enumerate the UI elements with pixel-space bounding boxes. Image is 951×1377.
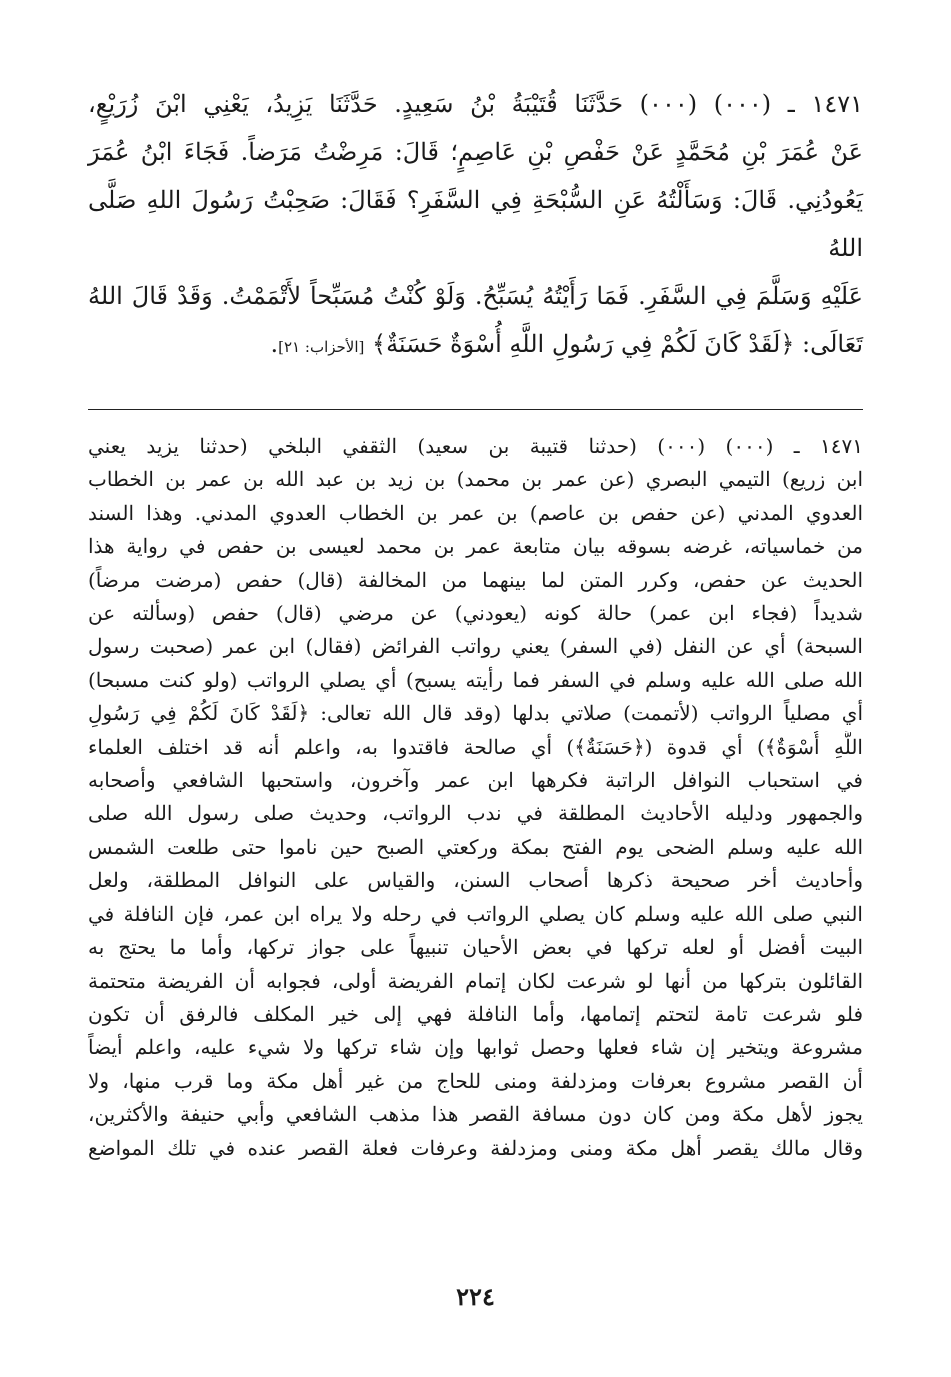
commentary-line: وقال مالك يقصر أهل مكة ومنى ومزدلفة وعرفات فعلة القصر عنده في تلك المواضع: [88, 1135, 863, 1160]
hadith-line: [88, 320, 863, 371]
commentary-line: ابن زريع) التيمي البصري (عن عمر بن محمد) بن زيد بن عبد الله بن عمر بن الخطاب: [88, 467, 863, 492]
hadith-text: [88, 80, 863, 371]
hadith-line: عَنْ عُمَرَ بْنِ مُحَمَّدٍ عَنْ حَفْصِ بْنِ عَاصِمٍ؛ قَالَ: مَرِضْتُ مَرَضاً. فَجَاءَ ابْنُ عُمَرَ: [88, 138, 863, 166]
commentary-line: اللَّهِ أُسْوَةٌ﴾) أي قدوة (﴿حَسَنَةٌ﴾) أي صالحة فاقتدوا به، واعلم أنه قد اختلف العلماء: [88, 734, 863, 759]
commentary-line: والجمهور ودليله الأحاديث المطلقة في ندب الرواتب، وحديث صلى رسول الله صلى: [88, 801, 863, 826]
hadith-line: يَعُودُنِي. قَالَ: وَسَأَلْتُهُ عَنِ السُّبْحَةِ فِي السَّفَرِ؟ فَقَالَ: صَحِبْتُ رَسُولَ اللهِ صَلَّى اللهُ: [88, 186, 863, 262]
commentary-line: مشروعة ويتخير إن شاء فعلها وحصل ثوابها وإن شاء تركها ولا شيء عليه، واعلم أيضاً: [88, 1035, 863, 1060]
commentary-line: العدوي المدني (عن حفص بن عاصم) بن عمر بن الخطاب العدوي المدني. وهذا السند: [88, 500, 863, 525]
quran-verse: تَعَالَى: ﴿لَقَدْ كَانَ لَكُمْ فِي رَسُولِ اللَّهِ أُسْوَةٌ حَسَنَةٌ﴾: [372, 330, 863, 358]
hadith-end: .: [270, 330, 279, 358]
verse-source: [الأحزاب: ٢١]: [278, 338, 365, 356]
commentary-line: من خماسياته، غرضه بسوقه بيان متابعة عمر بن محمد لعيسى بن حفص في رواية هذا: [88, 534, 863, 559]
commentary-line: الحديث عن حفص، وكرر المتن لما بينهما من المخالفة (قال) حفص (مرضت مرضاً): [88, 567, 863, 592]
commentary-line: النبي صلى الله عليه وسلم كان يصلي الرواتب في رحله ولا يراه ابن عمر، فإن النافلة في: [88, 901, 863, 926]
commentary-line: وأحاديث أخر صحيحة ذكرها أصحاب السنن، والقياس على النوافل المطلقة، ولعل: [88, 868, 863, 893]
commentary-line: البيت أفضل أو لعله تركها في بعض الأحيان تنبيهاً على جواز تركها، وأما ما يحتج به: [88, 935, 863, 960]
commentary-text: [88, 430, 863, 1165]
commentary-line: الله صلى الله عليه وسلم في السفر فما رأيته يسبح) أي يصلي الرواتب (ولو كنت مسبحا): [88, 667, 863, 692]
commentary-line: القائلون بتركها من أنها لو شرعت لكان إتمام الفريضة أولى، فجوابه أن الفريضة متحتمة: [88, 968, 863, 993]
commentary-line: يجوز لأهل مكة ومن كان دون مسافة القصر هذا مذهب الشافعي وأبي حنيفة والأكثرين،: [88, 1102, 863, 1127]
hadith-line: ١٤٧١ ـ (٠٠٠) (٠٠٠) حَدَّثَنَا قُتَيْبَةُ بْنُ سَعِيدٍ. حَدَّثَنَا يَزِيدُ، يَعْنِي ابْنَ زُرَيْعٍ،: [88, 90, 863, 118]
commentary-line: أن القصر مشروع بعرفات ومزدلفة ومنى للحاج من غير أهل مكة وما قرب منها، ولا: [88, 1068, 863, 1093]
commentary-line: السبحة) أي عن النفل (في السفر) يعني رواتب الفرائض (فقال) ابن عمر (صحبت رسول: [88, 634, 863, 659]
commentary-line: فلو شرعت تامة لتحتم إتمامها، وأما النافلة فهي إلى خير المكلف فالرفق أن تكون: [88, 1001, 863, 1026]
commentary-line: ١٤٧١ ـ (٠٠٠) (٠٠٠) (حدثنا قتيبة بن سعيد) الثقفي البلخي (حدثنا يزيد يعني: [88, 434, 863, 458]
commentary-line: شديداً (فجاء ابن عمر) حالة كونه (يعودني) عن مرضي (قال) حفص (وسألته عن: [88, 601, 863, 626]
page-number: ٢٢٤: [456, 1282, 495, 1311]
hadith-line: عَلَيْهِ وَسَلَّمَ فِي السَّفَرِ. فَمَا رَأَيْتُهُ يُسَبِّحُ. وَلَوْ كُنْتُ مُسَبِّحاً لأَتْمَمْتُ. وَقَدْ قَالَ اللهُ: [88, 282, 863, 310]
page-body: [88, 80, 863, 1165]
commentary-line: في استحباب النوافل الراتبة فكرهها ابن عمر وآخرون، واستحبها الشافعي وأصحابه: [88, 768, 863, 793]
footnote-divider: [88, 409, 863, 410]
commentary-line: أي مصلياً الرواتب (لأتممت) صلاتي بدلها (وقد قال الله تعالى: ﴿لَقَدْ كَانَ لَكُمْ فِي رَسُولِ: [88, 701, 863, 726]
commentary-line: الله عليه وسلم الضحى يوم الفتح بمكة وركعتي الصبح حين ناموا حتى طلعت الشمس: [88, 834, 863, 859]
